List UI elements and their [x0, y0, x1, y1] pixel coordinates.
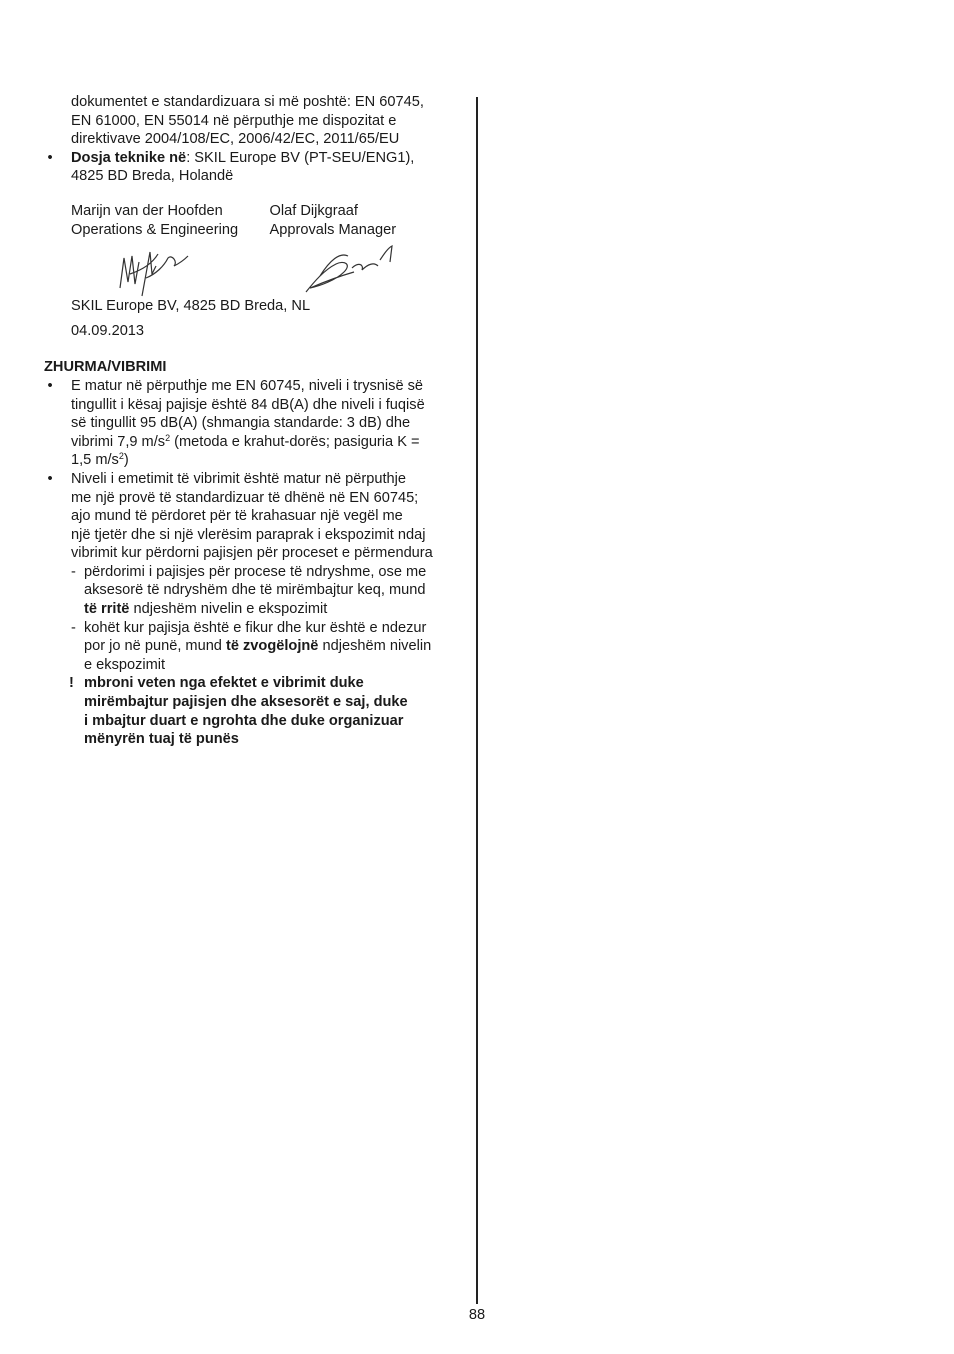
text-line: Niveli i emetimit të vibrimit është matur në përputhje — [71, 470, 406, 487]
tech-file-item — [44, 149, 468, 186]
signatory-name: Marijn van der Hoofden — [71, 202, 223, 219]
section-title: ZHURMA/VIBRIMI — [44, 359, 167, 376]
declaration-date: 04.09.2013 — [71, 322, 145, 339]
noise-item — [44, 377, 468, 470]
tech-file-text: : SKIL Europe BV (PT-SEU/ENG1), — [186, 149, 415, 166]
text-line: mirëmbajtur pajisjen dhe aksesorët e saj, duke — [84, 694, 408, 711]
intro-line: EN 61000, EN 55014 në përputhje me dispozitat e — [71, 112, 397, 129]
signatory-2 — [270, 202, 469, 239]
text-line: i mbajtur duart e ngrohta dhe duke organizuar — [84, 712, 404, 729]
text-line: por jo në punë, mund të zvogëlojnë ndjeshëm nivelin — [84, 638, 432, 655]
bullet-marker: • — [47, 470, 53, 487]
warning-marker: ! — [69, 675, 74, 692]
left-column — [44, 93, 468, 749]
bullet-marker: • — [47, 149, 53, 166]
bullet-marker: • — [47, 377, 53, 394]
text-line: së tingullit 95 dB(A) (shmangia standarde: 3 dB) dhe — [71, 415, 411, 432]
text-line: E matur në përputhje me EN 60745, niveli i trysnisë së — [71, 377, 424, 394]
signatory-role: Operations & Engineering — [71, 221, 239, 238]
intro-line: dokumentet e standardizuara si më poshtë: EN 60745, — [71, 94, 424, 110]
signatory-name: Olaf Dijkgraaf — [269, 202, 358, 219]
signature-2-image — [300, 242, 400, 300]
tech-file-address: 4825 BD Breda, Holandë — [71, 168, 234, 185]
dash-marker: - — [71, 619, 76, 636]
text-line: kohët kur pajisja është e fikur dhe kur është e ndezur — [84, 619, 427, 636]
text-line: e ekspozimit — [84, 656, 166, 673]
text-line: mbroni veten nga efektet e vibrimit duke — [84, 675, 364, 692]
signatory-role: Approvals Manager — [269, 221, 397, 238]
tech-file-label: Dosja teknike në — [71, 149, 187, 166]
text-line: aksesorë të ndryshëm dhe të mirëmbajtur keq, mund — [84, 582, 426, 599]
text-line: tingullit i kësaj pajisje është 84 dB(A) dhe niveli i fuqisë — [71, 396, 425, 413]
signature-1-image — [112, 244, 192, 300]
text-line: përdorimi i pajisjes për procese të ndryshme, ose me — [84, 563, 427, 580]
sub-item-increase — [44, 563, 468, 619]
company-address: SKIL Europe BV, 4825 BD Breda, NL — [71, 298, 311, 315]
signatories — [71, 202, 468, 239]
text-line: vibrimi 7,9 $m/s^2$ (metoda e krahut-dorës; pasiguria K = — [71, 432, 420, 450]
sub-item-decrease — [44, 619, 468, 675]
intro-line: direktivave 2004/108/EC, 2006/42/EC, 2011/65/EU — [71, 131, 400, 148]
text-line: me një provë të standardizuar të dhënë në EN 60745; — [71, 489, 419, 506]
warning-note — [44, 674, 468, 748]
text-line: një tjetër dhe si një vlerësim paraprak i ekspozimit ndaj — [71, 526, 426, 543]
text-line: të rritë ndjeshëm nivelin e ekspozimit — [84, 601, 328, 618]
text-line: 1,5 $m/s^2$) — [71, 451, 129, 469]
signatory-1 — [71, 202, 270, 239]
text-line: vibrimit kur përdorni pajisjen për proceset e përmendura — [71, 545, 433, 562]
dash-marker: - — [71, 563, 76, 580]
vibration-item — [44, 470, 468, 563]
signature-space — [44, 239, 468, 297]
column-divider — [476, 97, 478, 1304]
intro-paragraph — [71, 93, 468, 149]
page-number: 88 — [468, 1307, 486, 1323]
text-line: ajo mund të përdoret për të krahasuar një vegël me — [71, 508, 403, 525]
text-line: mënyrën tuaj të punës — [84, 731, 239, 748]
